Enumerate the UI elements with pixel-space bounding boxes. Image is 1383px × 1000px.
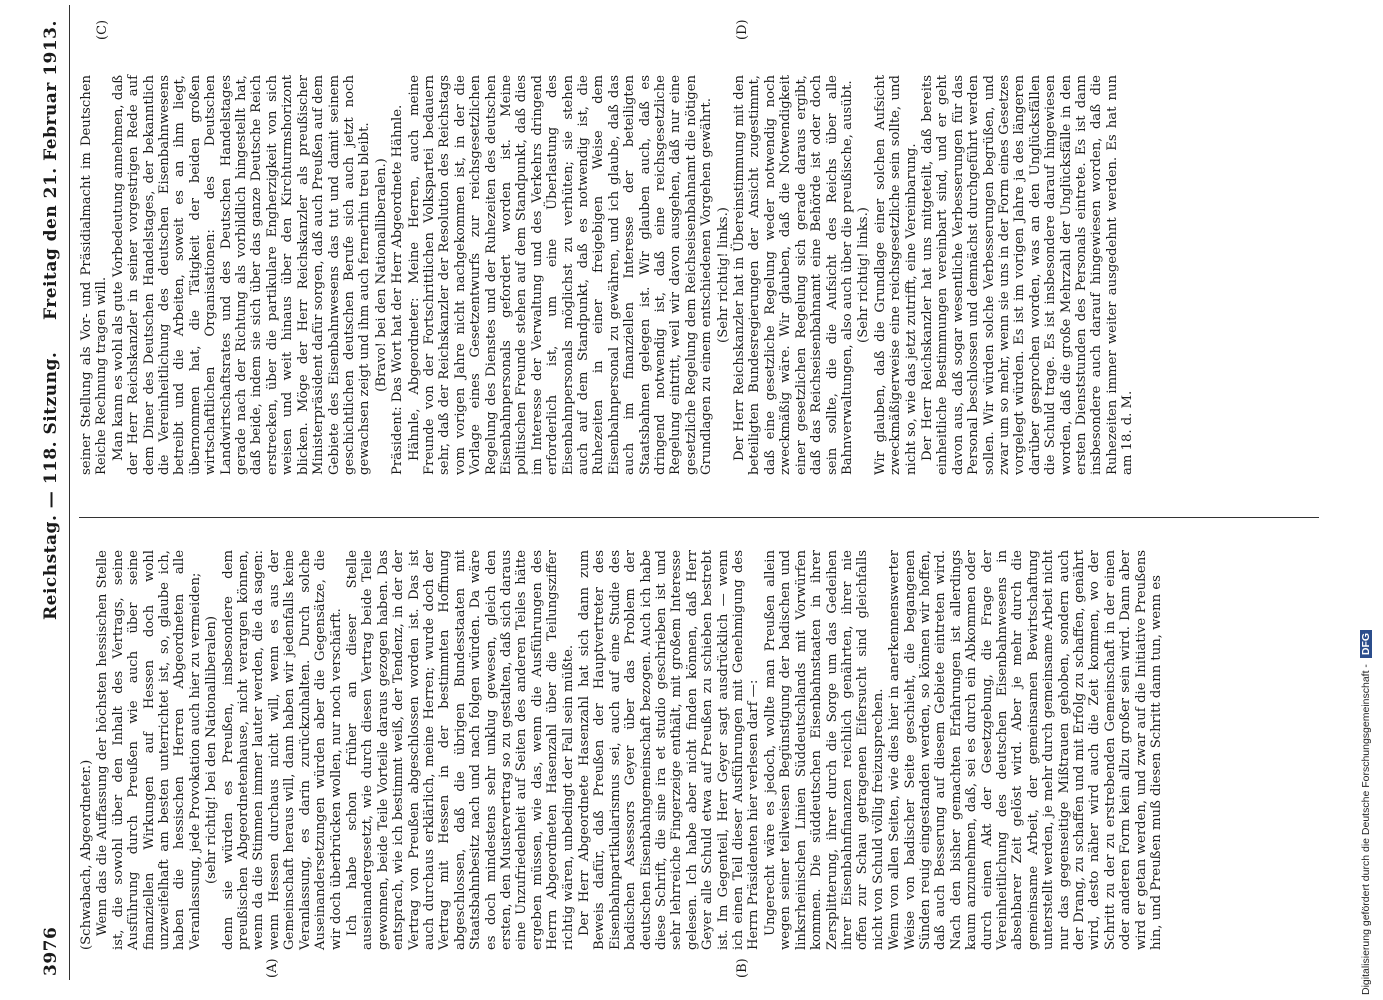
right-column-paragraph: Präsident: Das Wort hat der Herr Abgeordnete Hähnle. bbox=[390, 104, 406, 475]
margin-marker-c: (C) bbox=[95, 19, 110, 40]
left-column-paragraph: (sehr richtig! bei den Nationalliberalen) bbox=[204, 615, 220, 885]
left-column-paragraph: Der Herr Abgeordnete Hasenzahl hat sich dann zum Beweis dafür, daß Preußen der Hauptvertreter des Eisenbahnpartikularismus sei, auch auf eine Studie des badischen Assessors Geyer über das Problem der deutschen Eisenbahngemeinschaft bezogen. Auch ich habe diese Schrift, die sine ira et studio geschrieben ist und sehr lehrreiche Fingerzeige enthält, mit großem Interesse gelesen. Ich habe aber nicht finden können, daß Herr Geyer alle Schuld etwa auf Preußen zu schieben bestrebt ist. Im Gegenteil, Herr Geyer sagt ausdrücklich — wenn ich einen Teil dieser Ausführungen mit Genehmigung des Herrn Präsidenten hier verlesen darf —: bbox=[577, 550, 762, 950]
left-column-paragraph: (Schwabach, Abgeordneter.) bbox=[79, 759, 94, 950]
right-column-paragraph: Wir glauben, daß die Grundlage einer solchen Aufsicht zweckmäßigerweise eine reichsgesetzliche sein sollte, und nicht so, wie das jetzt zutrifft, eine Vereinbarung. bbox=[872, 75, 919, 475]
left-column-paragraph: denn sie würden es Preußen, insbesondere dem preußischen Abgeordnetenhause, nicht verargen können, wenn da die Stimmen immer lauter werden, die da sagen: wenn Hessen durchaus nicht will, wenn es aus der Gemeinschaft heraus will, dann haben wir jedenfalls keine Veranlassung, es darin zurückzuhalten. Durch solche Auseinandersetzungen würden aber die Gegensätze, die wir doch überbrücken wollen, nur noch verschärft. bbox=[220, 550, 344, 950]
right-column-paragraph: seiner Stellung als Vor- und Präsidialmacht im Deutschen Reiche Rechnung tragen will. bbox=[79, 75, 110, 475]
right-column bbox=[79, 75, 1137, 475]
digitization-note bbox=[1352, 0, 1382, 1000]
rotated-page bbox=[35, 5, 1325, 980]
margin-marker-a: (A) bbox=[265, 958, 280, 978]
margin-marker-b: (B) bbox=[735, 958, 750, 978]
page-number: 3976 bbox=[41, 926, 61, 976]
column-divider bbox=[79, 517, 1319, 518]
left-column bbox=[79, 550, 1165, 950]
right-column-paragraph: Der Herr Reichskanzler hat in Übereinstimmung mit den beteiligten Bundesregierungen der Ansicht zugestimmt, daß eine gesetzliche Regelung weder notwendig noch zweckmäßig wäre. Wir glauben, daß die Notwendigkeit einer gesetzlichen Regelung sich gerade daraus ergibt, daß das Reichseisenbahnamt eine Behörde ist oder doch sein sollte, die die Aufsicht des Reichs über alle Bahnverwaltungen, also auch über die preußische, ausübt. bbox=[732, 75, 855, 475]
right-column-paragraph: (Sehr richtig! links.) bbox=[715, 207, 731, 343]
margin-marker-d: (D) bbox=[735, 19, 750, 40]
right-column-paragraph: (Sehr richtig! links.) bbox=[856, 207, 872, 343]
left-column-paragraph: Ungerecht wäre es jedoch, wollte man Preußen allein wegen seiner teilweisen Begünstigung der badischen und linksrheinischen Linien Süddeutschlands mit Vorwürfen kommen. Die süddeutschen Eisenbahnstaaten in ihrer Zersplitterung, ihrer durch die Sorge um das Gedeihen ihrer Eisenbahnfinanzen reichlich genährten, ihrer nie offen zur Schau getragenen Eifersucht sind gleichfalls nicht von Schuld völlig freizusprechen. bbox=[762, 550, 886, 950]
left-column-paragraph: Ich habe schon früher an dieser Stelle auseinandergesetzt, wie durch diesen Vertrag beide Teile gewonnen, beide Teile Vorteile daraus gezogen haben. Das entsprach, wie ich bestimmt weiß, der Tendenz, in der der Vertrag von Preußen abgeschlossen worden ist. Das ist auch durchaus erklärlich, meine Herren; wurde doch der Vertrag mit Hessen in der bestimmten Hoffnung abgeschlossen, daß die übrigen Bundesstaaten mit Staatsbahnbesitz nach und nach folgen würden. Da wäre es doch mindestens sehr unklug gewesen, gleich den ersten, den Mustervertrag so zu gestalten, daß sich daraus eine Unzufriedenheit auf Seiten des anderen Teiles hätte ergeben müssen, wie das, wenn die Ausführungen des Herrn Abgeordneten Hasenzahl über die Teilungsziffer richtig wären, unbedingt der Fall sein müßte. bbox=[344, 550, 576, 950]
session-date: Freitag den 21. Februar 1913. bbox=[41, 20, 61, 320]
dfg-logo: DFG bbox=[1360, 630, 1372, 658]
digitization-text: Digitalisierung gefördert durch die Deutsche Forschungsgemeinschaft - bbox=[1360, 664, 1372, 995]
left-column-paragraph: Wenn von allen Seiten, wie dies hier in anerkennenswerter Weise von badischer Seite geschieht, die begangenen Sünden reuig eingestanden werden, so können wir hoffen, daß auch Besserung auf diesem Gebiete eintreten wird. Nach den bisher gemachten Erfahrungen ist allerdings kaum anzunehmen, daß, sei es durch ein Abkommen oder durch einen Akt der Gesetzgebung, die Frage der Vereinheitlichung des deutschen Eisenbahnwesens in absehbarer Zeit gelöst wird. Aber je mehr durch die gemeinsame Arbeit, der gemeinsamen Bewirtschaftung unterstellt werden, je mehr durch gemeinsame Arbeit nicht nur das gegenseitige Mißtrauen gehoben, sondern auch der Drang, zu schaffen und mit Erfolg zu schaffen, genährt wird, desto näher wird auch die Zeit kommen, wo der Schritt zu der zu erstrebenden Gemeinschaft in der einen oder anderen Form kein allzu großer sein wird. Dann aber wird er getan werden, und zwar auf die Initiative Preußens hin, und Preußen muß diesen Schritt dann tun, wenn es bbox=[887, 550, 1165, 950]
right-column-paragraph: Man kann es wohl als gute Vorbedeutung annehmen, daß der Herr Reichskanzler in seiner vorgestrigen Rede auf dem Diner des Deutschen Handelstages, der bekanntlich die Vereinheitlichung des deutschen Eisenbahnwesens betreibt und die Arbeiten, soweit es an ihm liegt, übernommen hat, die Tätigkeit der beiden großen wirtschaftlichen Organisationen: des Deutschen Landwirtschaftsrates und des Deutschen Handelstages gerade nach der Richtung als vorbildlich hingestellt hat, daß beide, indem sie sich über das ganze Deutsche Reich erstrecken, über die partikulare Engherzigkeit von sich weisen und weit hinaus über den Kirchturmshorizont blicken. Möge der Herr Reichskanzler als preußischer Ministerpräsident dafür sorgen, daß auch Preußen auf dem Gebiete des Eisenbahnwesens das tut und damit seinem geschichtlichen deutschen Berufe sich auch jetzt noch gewachsen zeigt und ihm auch fernerhin treu bleibt. bbox=[110, 75, 373, 475]
right-column-paragraph: Hähnle, Abgeordneter: Meine Herren, auch meine Freunde von der Fortschrittlichen Volkspartei bedauern sehr, daß der Reichskanzler der Resolution des Reichstags vom vorigen Jahre nicht nachgekommen ist, in der die Vorlage eines Gesetzentwurfs zur reichsgesetzlichen Regelung des Dienstes und der Ruhezeiten des deutschen Eisenbahnpersonals gefordert worden ist. Meine politischen Freunde stehen auf dem Standpunkt, daß dies im Interesse der Verwaltung und des Verkehrs dringend erforderlich ist, um eine Überlastung des Eisenbahnpersonals möglichst zu verhüten; sie stehen auch auf dem Standpunkt, daß es notwendig ist, die Ruhezeiten in einer freigebigen Weise dem Eisenbahnpersonal zu gewähren, und ich glaube, daß das auch im finanziellen Interesse der beteiligten Staatsbahnen gelegen ist. Wir glauben auch, daß es dringend notwendig ist, daß eine reichsgesetzliche Regelung eintritt, weil wir davon ausgehen, daß nur eine gesetzliche Regelung dem Reichseisenbahnamt die nötigen Grundlagen zu einem entschiedenen Vorgehen gewährt. bbox=[406, 75, 715, 475]
session-title: Reichstag. — 118. Sitzung. bbox=[41, 351, 61, 620]
running-head bbox=[35, 5, 70, 980]
right-column-paragraph: (Bravo! bei den Nationalliberalen.) bbox=[373, 158, 389, 392]
right-column-paragraph: Der Herr Reichskanzler hat uns mitgeteilt, daß bereits einheitliche Bestimmungen vereinbart sind, und er geht davon aus, daß sogar wesentliche Verbesserungen für das Personal beschlossen und demnächst durchgeführt werden sollen. Wir würden solche Verbesserungen begrüßen, und zwar um so mehr, wenn sie uns in der Form eines Gesetzes vorgelegt würden. Es ist im vorigen Jahre ja des längeren darüber gesprochen worden, was an den Unglücksfällen die Schuld trage. Es ist insbesondere darauf hingewiesen worden, daß die große Mehrzahl der Unglücksfälle in den ersten Dienststunden des Personals eintrete. Es ist dann insbesondere auch darauf hingewiesen worden, daß die Ruhezeiten immer weiter ausgedehnt werden. Es hat nun am 18. d. M. bbox=[919, 75, 1136, 475]
left-column-paragraph: Wenn das die Auffassung der höchsten hessischen Stelle ist, die sowohl über den Inhalt des Vertrags, seine Ausführung durch Preußen wie auch über seine finanziellen Wirkungen auf Hessen doch wohl unzweifelhaft am besten unterrichtet ist, so, glaube ich, haben die hessischen Herren Abgeordneten alle Veranlassung, jede Provokation auch hier zu vermeiden; bbox=[95, 550, 203, 950]
